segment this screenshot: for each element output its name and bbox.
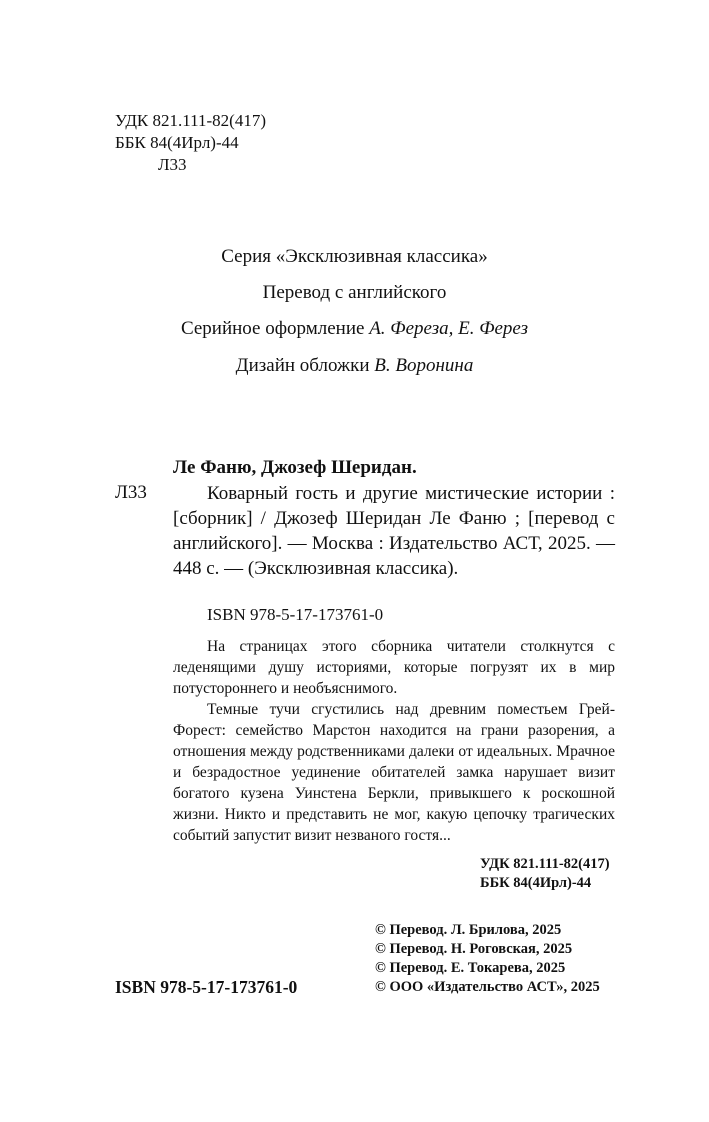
series-line: Серия «Эксклюзивная классика» <box>221 246 488 267</box>
annotation <box>173 636 615 846</box>
cover-design-name: В. Воронина <box>374 355 474 376</box>
translation-line: Перевод с английского <box>262 282 447 303</box>
copyright-line: © Перевод. Е. Токарева, 2025 <box>375 960 566 976</box>
copyright-line: © Перевод. Н. Роговская, 2025 <box>375 941 573 957</box>
cover-design-label: Дизайн обложки <box>235 355 370 376</box>
serial-design-names: А. Фереза, Е. Ферез <box>369 318 529 339</box>
annotation-paragraph-2: Темные тучи сгустились над древним поместьем Грей-Форест: семейство Марстон находится на грани разорения, а отношения между родственниками далеки от идеальных. Мрачное и безрадостное уединение обитателей замка нарушает визит богатого кузена Уинстена Беркли, привыкшего к роскошной жизни. Никто и представить не мог, какую цепочку трагических событий запустит визит незваного гостя... <box>173 701 615 844</box>
copyright-line: © ООО «Издательство АСТ», 2025 <box>375 979 600 995</box>
cover-design-line <box>0 354 709 378</box>
bbk-code-bottom: ББК 84(4Ирл)-44 <box>480 875 592 891</box>
copyright-block <box>375 921 665 997</box>
record-code: Л33 <box>115 482 147 503</box>
copyright-line: © Перевод. Л. Брилова, 2025 <box>375 922 562 938</box>
isbn-bottom: ISBN 978-5-17-173761-0 <box>115 977 298 997</box>
author-mark-top: Л33 <box>158 155 187 174</box>
author-heading: Ле Фаню, Джозеф Шеридан. <box>173 457 417 478</box>
udk-code-bottom: УДК 821.111-82(417) <box>480 856 610 872</box>
bibliographic-description: Коварный гость и другие мистические истории : [сборник] / Джозеф Шеридан Ле Фаню ; [перевод с английского]. — Москва : Издательство АСТ, 2025. — 448 с. — (Эксклюзивная классика). <box>173 483 615 579</box>
serial-design-label: Серийное оформление <box>180 318 365 339</box>
serial-design-line <box>0 317 709 341</box>
record-isbn: ISBN 978-5-17-173761-0 <box>207 605 384 624</box>
udk-code-top: УДК 821.111-82(417) <box>115 111 266 130</box>
bbk-code-top: ББК 84(4Ирл)-44 <box>115 133 239 152</box>
annotation-paragraph-1: На страницах этого сборника читатели столкнутся с леденящими душу историями, которые погрузят их в мир потустороннего и необъяснимого. <box>173 638 615 697</box>
